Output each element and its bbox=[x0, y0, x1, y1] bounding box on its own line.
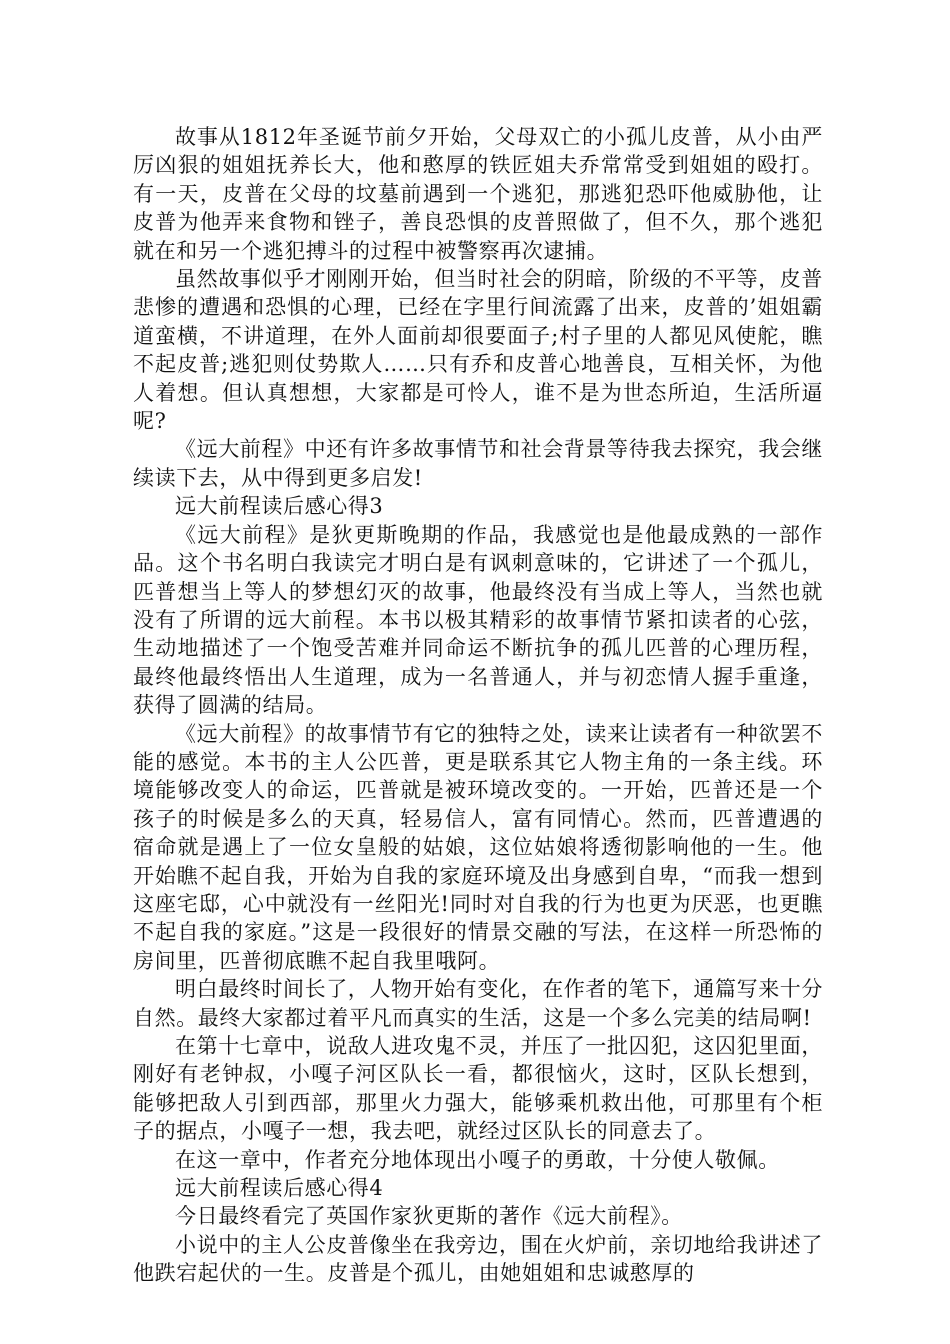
paragraph-finished-reading: 今日最终看完了英国作家狄更斯的著作《远大前程》。 bbox=[175, 1204, 683, 1229]
paragraph-unique-plot: 《远大前程》的故事情节有它的独特之处，读来让读者有一种欲罢不能的感觉。本书的主人公匹普，更是联系其它人物主角的一条主线。环境能够改变人的命运，匹普就是被环境改变的。一开始，匹普还是一个孩子的时候是多么的天真，轻易信人，富有同情心。然而，匹普遭遇的宿命就是遇上了一位女皇般的姑娘，这位姑娘将透彻影响他的一生。他开始瞧不起自我，开始为自我的家庭环境及出身感到自卑，“而我一想到这座宅邸，心中就没有一丝阳光!同时对自我的行为也更为厌恶，也更瞧不起自我的家庭。”这是一段很好的情景交融的写法，在这样一所恐怖的房间里，匹普彻底瞧不起自我里哦阿。 bbox=[133, 721, 823, 973]
paragraph-chapter-17: 在第十七章中，说敌人进攻鬼不灵，并压了一批囚犯，这囚犯里面，刚好有老钟叔，小嘎子河区队长一看，都很恼火，这时，区队长想到，能够把敌人引到西部，那里火力强大，能够乘机救出他，可那里有个柜子的据点，小嘎子一想，我去吧，就经过区队长的同意去了。 bbox=[133, 1034, 823, 1144]
section-heading-3: 远大前程读后感心得3 bbox=[175, 494, 384, 519]
paragraph-continue-reading: 《远大前程》中还有许多故事情节和社会背景等待我去探究，我会继续读下去，从中得到更多启发! bbox=[133, 437, 823, 490]
paragraph-story-opening: 故事从1812年圣诞节前夕开始，父母双亡的小孤儿皮普，从小由严厉凶狠的姐姐抚养长大，他和憨厚的铁匠姐夫乔常常受到姐姐的殴打。有一天，皮普在父母的坟墓前遇到一个逃犯，那逃犯恐吓他威胁他，让皮普为他弄来食物和锉子，善良恐惧的皮普照做了，但不久，那个逃犯就在和另一个逃犯搏斗的过程中被警察再次逮捕。 bbox=[133, 125, 823, 263]
paragraph-pip-by-fire: 小说中的主人公皮普像坐在我旁边，围在火炉前，亲切地给我讲述了他跌宕起伏的一生。皮普是个孤儿，由她姐姐和忠诚憨厚的 bbox=[133, 1232, 823, 1286]
paragraph-dickens-late-work: 《远大前程》是狄更斯晚期的作品，我感觉也是他最成熟的一部作品。这个书名明白我读完才明白是有讽刺意味的，它讲述了一个孤儿，匹普想当上等人的梦想幻灭的故事，他最终没有当成上等人，当然也就没有了所谓的远大前程。本书以极其精彩的故事情节紧扣读者的心弦，生动地描述了一个饱受苦难并同命运不断抗争的孤儿匹普的心理历程，最终他最终悟出人生道理，成为一名普通人，并与初恋情人握手重逢，获得了圆满的结局。 bbox=[133, 522, 823, 718]
paragraph-bravery: 在这一章中，作者充分地体现出小嘎子的勇敢，十分使人敬佩。 bbox=[175, 1147, 780, 1172]
section-heading-4: 远大前程读后感心得4 bbox=[175, 1176, 384, 1201]
paragraph-characters-change: 明白最终时间长了，人物开始有变化，在作者的笔下，通篇写来十分自然。最终大家都过着平凡而真实的生活，这是一个多么完美的结局啊! bbox=[133, 977, 823, 1030]
paragraph-social-darkness: 虽然故事似乎才刚刚开始，但当时社会的阴暗，阶级的不平等，皮普悲惨的遭遇和恐惧的心理，已经在字里行间流露了出来，皮普的’姐姐霸道蛮横，不讲道理，在外人面前却很要面子;村子里的人都见风使舵，瞧不起皮普;逃犯则仗势欺人……只有乔和皮普心地善良，互相关怀，为他人着想。但认真想想，大家都是可怜人，谁不是为世态所迫，生活所逼呢? bbox=[133, 267, 823, 434]
document-body bbox=[133, 123, 823, 1288]
